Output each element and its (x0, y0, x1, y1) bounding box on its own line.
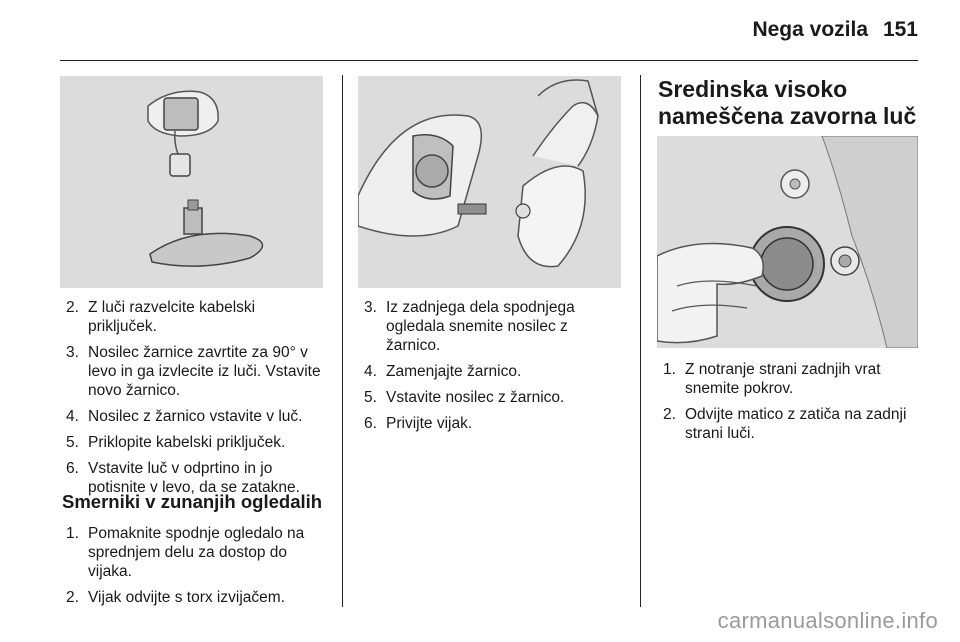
list-item (62, 524, 326, 581)
page-number: 151 (882, 18, 918, 41)
list-item (360, 298, 622, 355)
list-item (62, 433, 326, 452)
step-number: 4 . (364, 362, 377, 381)
figure-mirror-bulb-holder (358, 76, 621, 288)
step-text: Vijak odvijte s torx izvijačem. (88, 589, 285, 606)
step-text: Nosilec žarnice zavrtite za 90° v levo in ga izvlecite iz luči. Vstavite novo žarnico. (88, 344, 321, 399)
step-number: 1 . (66, 524, 79, 543)
step-text: Nosilec z žarnico vstavite v luč. (88, 408, 303, 425)
column-divider-1 (342, 75, 343, 607)
step-text: Z notranje strani zadnjih vrat snemite pokrov. (685, 361, 881, 397)
steps-list-col1 (62, 298, 326, 504)
header-rule (60, 60, 918, 61)
step-text: Vstavite luč v odprtino in jo potisnite v levo, da se zatakne. (88, 460, 300, 496)
step-number: 2 . (66, 588, 79, 607)
list-item (62, 407, 326, 426)
steps-list-col2 (360, 298, 622, 440)
step-text: Pomaknite spodnje ogledalo na sprednjem delu za dostop do vijaka. (88, 525, 305, 580)
step-text: Priklopite kabelski priključek. (88, 434, 286, 451)
page-header-title: Nega vozila (752, 18, 868, 41)
step-text: Iz zadnjega dela spodnjega ogledala snemite nosilec z žarnico. (386, 299, 575, 354)
step-number: 4 . (66, 407, 79, 426)
step-number: 1 . (663, 360, 676, 379)
step-number: 5 . (364, 388, 377, 407)
step-text: Vstavite nosilec z žarnico. (386, 389, 565, 406)
list-item (659, 405, 921, 443)
list-item (360, 388, 622, 407)
list-item (62, 588, 326, 607)
column-divider-2 (640, 75, 641, 607)
watermark: carmanualsonline.info (717, 608, 938, 633)
list-item (62, 298, 326, 336)
list-item (62, 343, 326, 400)
step-number: 2 . (66, 298, 79, 317)
step-number: 6 . (66, 459, 79, 478)
figure-side-marker-lamp (60, 76, 323, 288)
section-heading-brake-light: Sredinska visoko nameščena zavorna luč (658, 76, 917, 129)
step-number: 3 . (66, 343, 79, 362)
step-number: 3 . (364, 298, 377, 317)
step-number: 5 . (66, 433, 79, 452)
step-text: Z luči razvelcite kabelski priključek. (88, 299, 256, 335)
list-item (360, 414, 622, 433)
figure-brake-light-nut (657, 136, 918, 348)
step-text: Odvijte matico z zatiča na zadnji strani luči. (685, 406, 907, 442)
steps-list-col3 (659, 360, 921, 450)
subheading-mirror-indicators: Smerniki v zunanjih ogledalih (62, 491, 323, 512)
steps-list-col1-mirror (62, 524, 326, 614)
step-number: 2 . (663, 405, 676, 424)
list-item (659, 360, 921, 398)
step-number: 6 . (364, 414, 377, 433)
step-text: Zamenjajte žarnico. (386, 363, 522, 380)
list-item (360, 362, 622, 381)
step-text: Privijte vijak. (386, 415, 473, 432)
